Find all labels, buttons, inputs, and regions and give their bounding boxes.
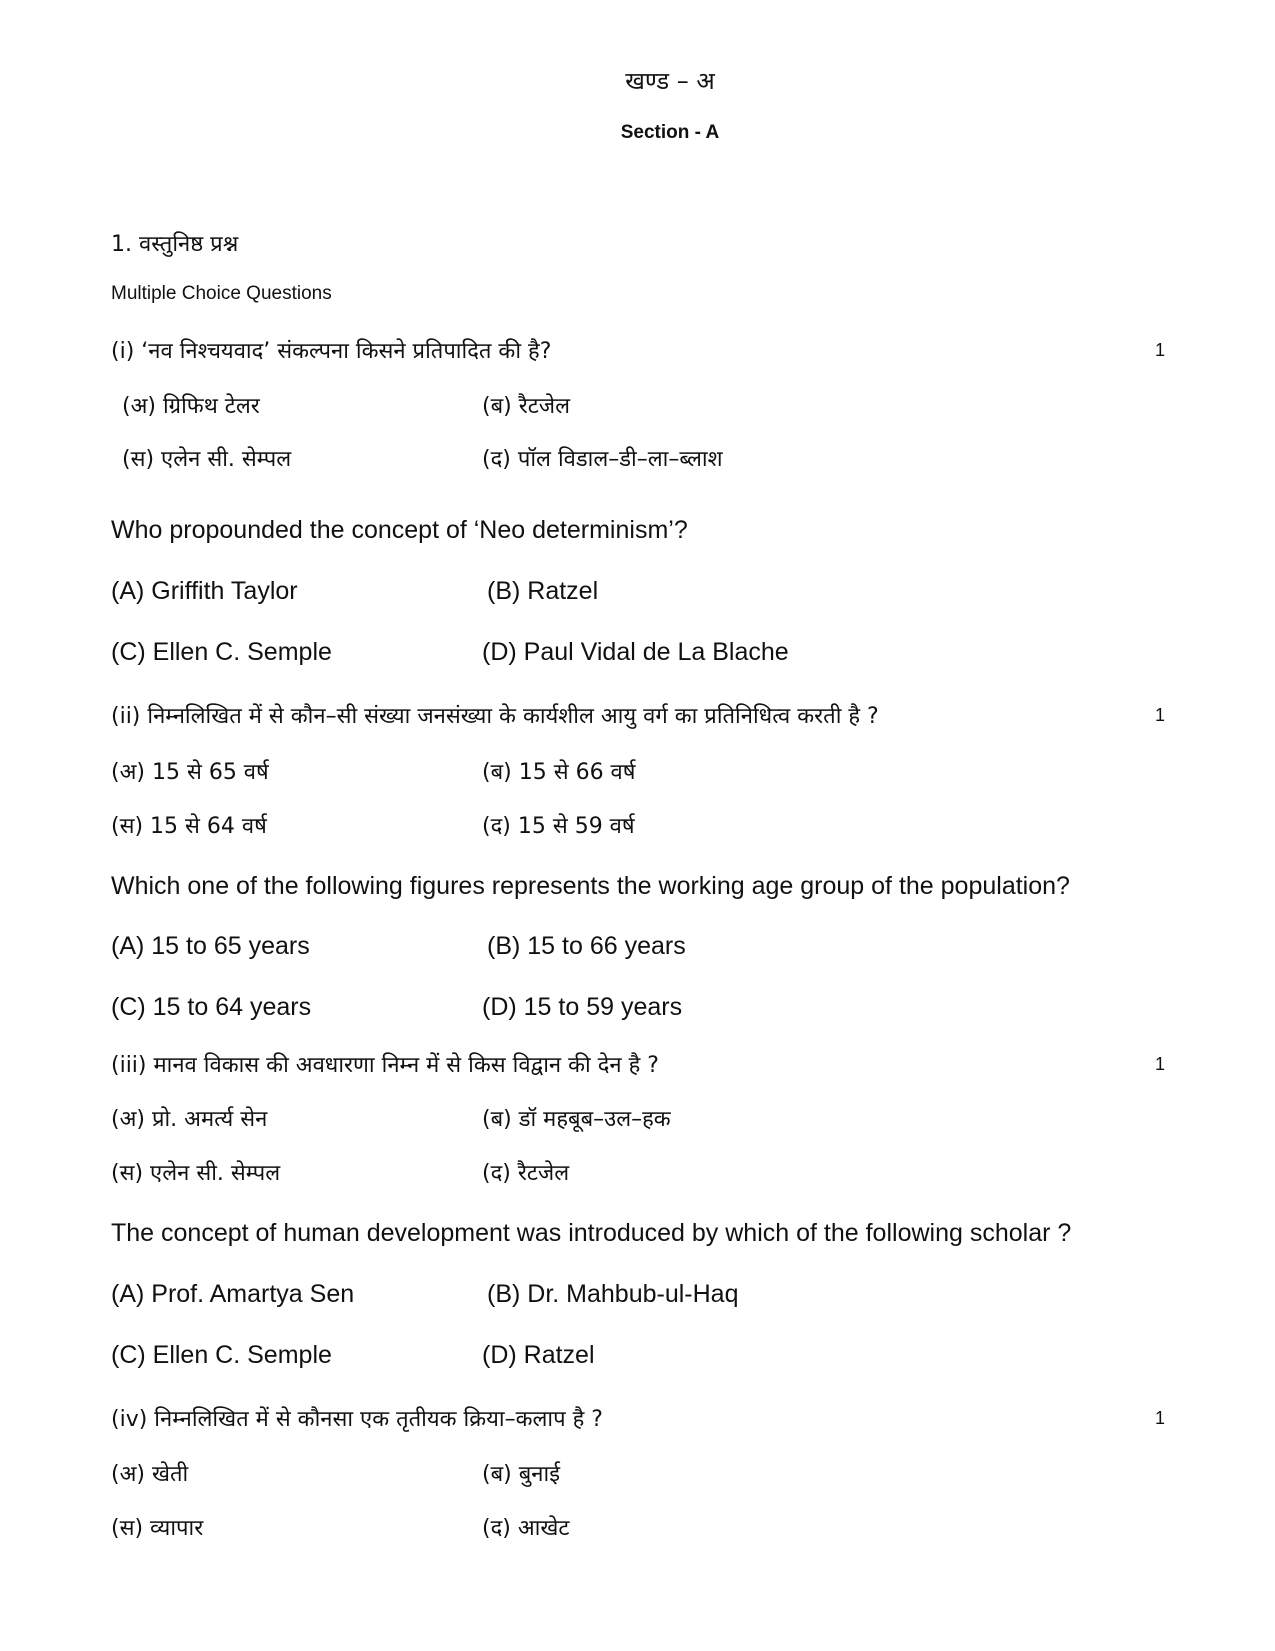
question-text-english: Which one of the following figures represents the working age group of the population? <box>111 872 1070 900</box>
option-hindi-c: (स) एलेन सी. सेम्पल <box>122 447 292 472</box>
question-marks: 1 <box>1155 1408 1166 1428</box>
question-marks: 1 <box>1155 705 1166 725</box>
option-english-a: (A) Prof. Amartya Sen <box>111 1280 355 1308</box>
option-hindi-a: (अ) ग्रिफिथ टेलर <box>122 394 260 419</box>
option-english-c: (C) Ellen C. Semple <box>111 1341 332 1369</box>
question-text-hindi: (i) ‘नव निश्चयवाद’ संकल्पना किसने प्रतिपादित की है? <box>111 339 552 364</box>
question-text-hindi: (iv) निम्नलिखित में से कौनसा एक तृतीयक क्रिया–कलाप है ? <box>111 1407 603 1432</box>
option-hindi-d: (द) रैटजेल <box>482 1161 570 1186</box>
option-hindi-d: (द) पॉल विडाल–डी–ला–ब्लाश <box>482 447 723 472</box>
option-hindi-c: (स) व्यापार <box>111 1516 204 1541</box>
option-english-d: (D) Ratzel <box>482 1341 595 1369</box>
option-hindi-d: (द) आखेट <box>482 1516 570 1541</box>
option-hindi-b: (ब) रैटजेल <box>482 394 571 419</box>
option-english-d: (D) 15 to 59 years <box>482 993 683 1021</box>
option-hindi-a: (अ) खेती <box>111 1462 189 1487</box>
option-english-b: (B) Ratzel <box>487 577 599 605</box>
option-english-b: (B) Dr. Mahbub-ul-Haq <box>487 1280 739 1308</box>
option-english-b: (B) 15 to 66 years <box>487 932 686 960</box>
option-english-d: (D) Paul Vidal de La Blache <box>482 638 789 666</box>
question-text-hindi: (ii) निम्नलिखित में से कौन–सी संख्या जनसंख्या के कार्यशील आयु वर्ग का प्रतिनिधित्व करती है ? <box>111 704 879 729</box>
option-hindi-d: (द) 15 से 59 वर्ष <box>482 814 635 839</box>
option-english-a: (A) Griffith Taylor <box>111 577 298 605</box>
question-text-english: Who propounded the concept of ‘Neo determinism’? <box>111 516 688 544</box>
question-marks: 1 <box>1155 1054 1166 1074</box>
objective-questions-heading: 1. वस्तुनिष्ठ प्रश्न <box>111 232 239 257</box>
option-english-c: (C) Ellen C. Semple <box>111 638 332 666</box>
section-title-hindi: खण्ड – अ <box>625 67 715 95</box>
option-hindi-b: (ब) 15 से 66 वर्ष <box>482 760 636 785</box>
option-hindi-a: (अ) 15 से 65 वर्ष <box>111 760 269 785</box>
question-marks: 1 <box>1155 340 1166 360</box>
option-hindi-a: (अ) प्रो. अमर्त्य सेन <box>111 1107 268 1132</box>
section-title-english: Section - A <box>620 122 720 143</box>
option-hindi-c: (स) 15 से 64 वर्ष <box>111 814 267 839</box>
option-hindi-c: (स) एलेन सी. सेम्पल <box>111 1161 281 1186</box>
multiple-choice-label: Multiple Choice Questions <box>111 283 332 304</box>
option-english-c: (C) 15 to 64 years <box>111 993 312 1021</box>
question-text-hindi: (iii) मानव विकास की अवधारणा निम्न में से किस विद्वान की देन है ? <box>111 1053 659 1078</box>
option-english-a: (A) 15 to 65 years <box>111 932 310 960</box>
option-hindi-b: (ब) डॉ महबूब–उल–हक <box>482 1107 671 1132</box>
option-hindi-b: (ब) बुनाई <box>482 1462 560 1487</box>
question-text-english: The concept of human development was introduced by which of the following scholar ? <box>111 1219 1072 1247</box>
